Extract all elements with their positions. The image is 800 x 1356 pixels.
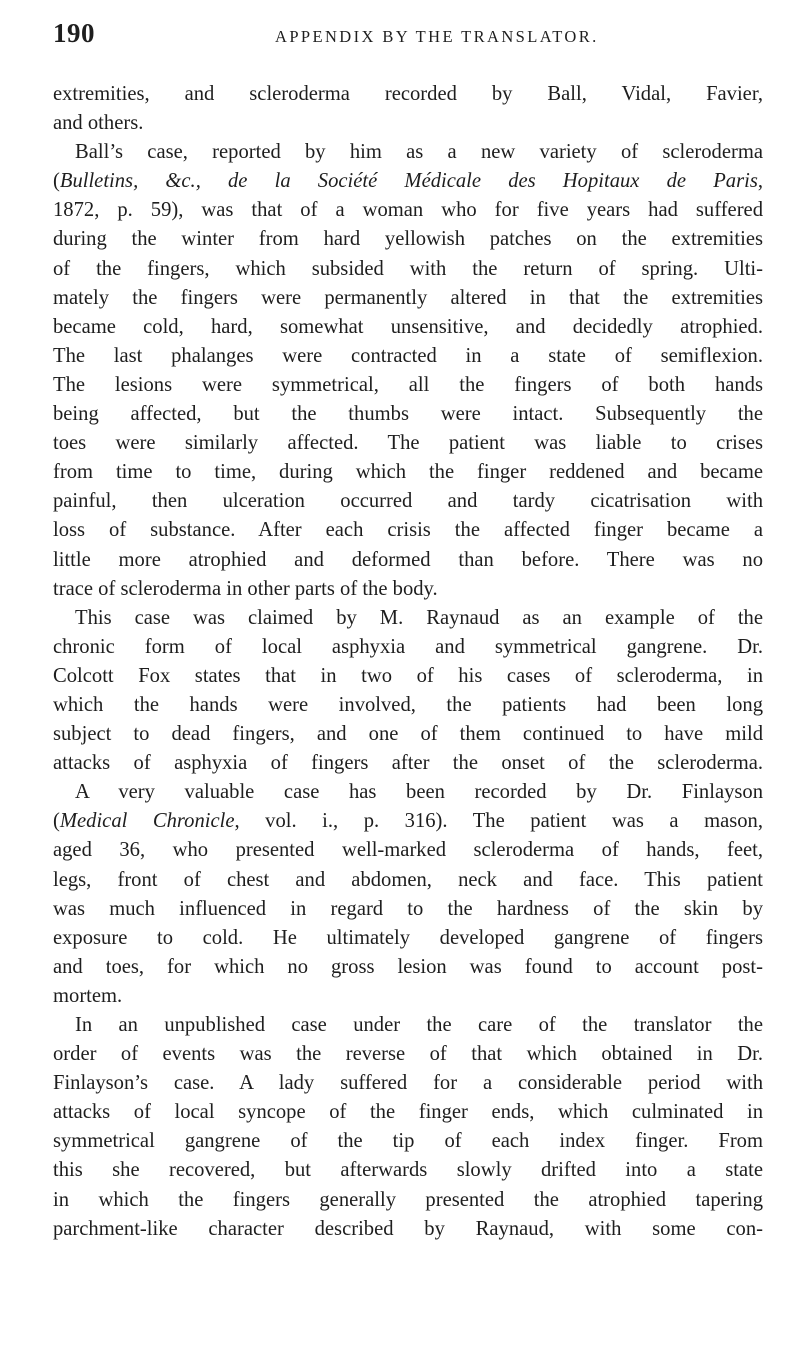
text-line: extremities, and scleroderma recorded by Ball, Vidal, Favier, xyxy=(53,83,763,105)
text-line: was much influenced in regard to the hardness of the skin by xyxy=(53,897,763,920)
text-line: and others. xyxy=(53,112,144,135)
text-line: loss of substance. After each crisis the affected finger became a xyxy=(53,519,763,542)
text-line: The lesions were symmetrical, all the fingers of both hands xyxy=(53,373,763,396)
text-line: subject to dead fingers, and one of them continued to have mild xyxy=(53,723,763,746)
text-line: during the winter from hard yellowish patches on the extremities xyxy=(53,228,763,251)
body-text xyxy=(53,80,763,1244)
text-line: chronic form of local asphyxia and symmetrical gangrene. Dr. xyxy=(53,635,763,658)
cited-title: Medical Chronicle xyxy=(59,810,235,833)
text-line: A very valuable case has been recorded by Dr. Finlayson xyxy=(75,781,763,804)
text-line: attacks of asphyxia of fingers after the onset of the scleroderma. xyxy=(53,752,763,775)
text-line: aged 36, who presented well-marked scleroderma of hands, feet, xyxy=(53,839,763,862)
text-line: The last phalanges were contracted in a state of semiflexion. xyxy=(53,344,763,367)
text-line: in which the fingers generally presented the atrophied tapering xyxy=(53,1188,763,1211)
text-line: (Medical Chronicle, vol. i., p. 316). The patient was a mason, xyxy=(53,810,763,833)
text-line: which the hands were involved, the patients had been long xyxy=(53,693,763,716)
text-line: being affected, but the thumbs were intact. Subsequently the xyxy=(53,403,763,426)
text-line: legs, front of chest and abdomen, neck and face. This patient xyxy=(53,868,763,891)
text-line: trace of scleroderma in other parts of the body. xyxy=(53,577,438,600)
text-line: 1872, p. 59), was that of a woman who for five years had suffered xyxy=(53,199,763,222)
text-line: became cold, hard, somewhat unsensitive, and decidedly atrophied. xyxy=(53,315,763,338)
page-number: 190 xyxy=(53,18,95,48)
text-line: parchment-like character described by Raynaud, with some con- xyxy=(53,1217,763,1240)
text-line: Finlayson’s case. A lady suffered for a considerable period with xyxy=(53,1072,763,1095)
running-head: APPENDIX BY THE TRANSLATOR. xyxy=(275,27,599,46)
text-line: This case was claimed by M. Raynaud as an example of the xyxy=(75,606,763,629)
text-line: (Bulletins, &c., de la Société Médicale des Hopitaux de Paris, xyxy=(53,170,763,193)
text-line: little more atrophied and deformed than before. There was no xyxy=(53,548,763,571)
text-line: of the fingers, which subsided with the return of spring. Ulti- xyxy=(53,257,763,280)
text-line: painful, then ulceration occurred and tardy cicatrisation with xyxy=(53,490,763,513)
text-line: mately the fingers were permanently altered in that the extremities xyxy=(53,286,763,309)
text-line: and toes, for which no gross lesion was found to account post- xyxy=(53,955,763,978)
text-line: attacks of local syncope of the finger ends, which culminated in xyxy=(53,1101,763,1124)
text-line: order of events was the reverse of that which obtained in Dr. xyxy=(53,1043,763,1066)
text-line: symmetrical gangrene of the tip of each index finger. From xyxy=(53,1130,763,1153)
text-line: mortem. xyxy=(53,984,123,1007)
text-line: Ball’s case, reported by him as a new variety of scleroderma xyxy=(75,141,763,164)
text-line: from time to time, during which the finger reddened and became xyxy=(53,461,763,484)
text-line: In an unpublished case under the care of the translator the xyxy=(75,1014,763,1036)
page-header xyxy=(53,18,760,58)
cited-title: Bulletins, &c., de la Société Médicale des Hopitaux de Paris xyxy=(59,170,758,193)
text-line: toes were similarly affected. The patient was liable to crises xyxy=(53,432,763,455)
text-line: exposure to cold. He ultimately developed gangrene of fingers xyxy=(53,926,763,949)
text-line: Colcott Fox states that in two of his cases of scleroderma, in xyxy=(53,664,763,687)
text-line: this she recovered, but afterwards slowly drifted into a state xyxy=(53,1159,763,1182)
